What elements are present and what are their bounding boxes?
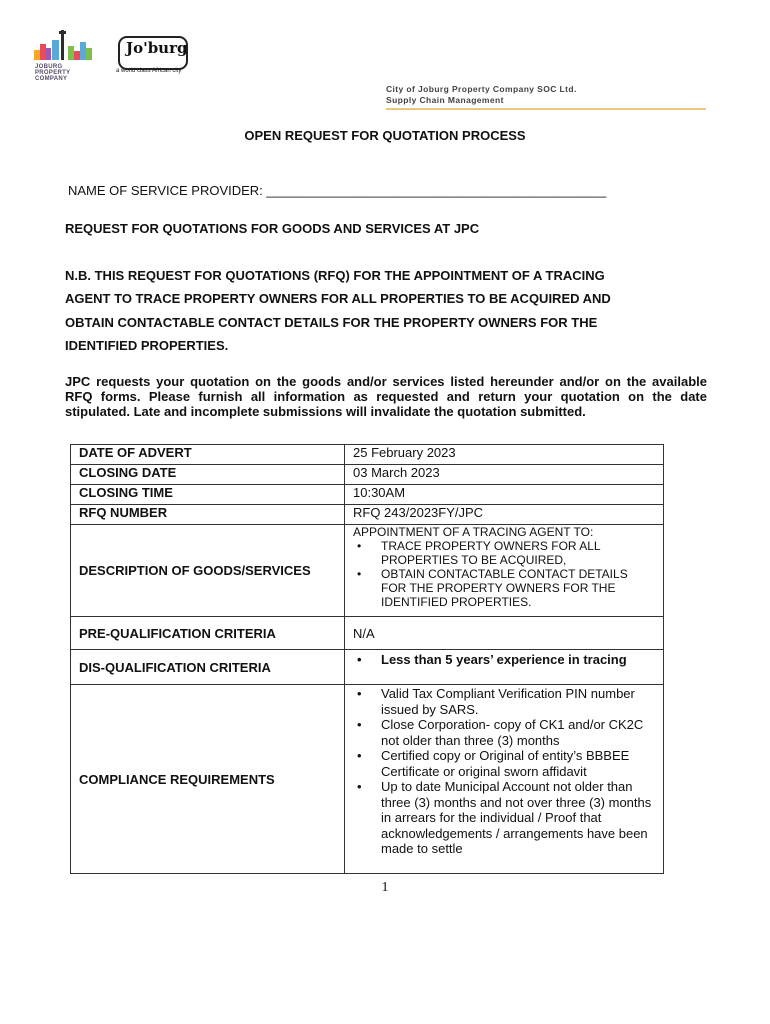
- intro-paragraph: JPC requests your quotation on the goods and/or services listed hereunder and/or on the available RFQ forms. Please furnish all information as requested and return your quotation on the date stipulated. Late and incomplete submissions will invalidate the quotation submitted.: [65, 374, 707, 419]
- document-title: OPEN REQUEST FOR QUOTATION PROCESS: [244, 128, 526, 143]
- table-row: [71, 505, 664, 525]
- org-department: Supply Chain Management: [386, 95, 504, 105]
- closing-date-value: 03 March 2023: [345, 465, 664, 485]
- rfq-details-table: [70, 444, 664, 874]
- list-item: • Less than 5 years’ experience in tracing: [381, 652, 655, 668]
- list-item: • Up to date Municipal Account not older than three (3) months and not over three (3) months in arrears for the individual / Proof that acknowledgements / arrangements have been made to settle: [381, 779, 655, 857]
- date-of-advert-value: 25 February 2023: [345, 445, 664, 465]
- description-label: DESCRIPTION OF GOODS/SERVICES: [71, 525, 345, 617]
- header-divider: [386, 108, 706, 110]
- list-item: • Certified copy or Original of entity’s BBBEE Certificate or original sworn affidavit: [381, 748, 655, 779]
- nb-line: N.B. THIS REQUEST FOR QUOTATIONS (RFQ) FOR THE APPOINTMENT OF A TRACING: [65, 268, 605, 283]
- description-value: [345, 525, 664, 617]
- org-header: [386, 84, 577, 106]
- closing-time-label: CLOSING TIME: [71, 485, 345, 505]
- nb-line: OBTAIN CONTACTABLE CONTACT DETAILS FOR THE PROPERTY OWNERS FOR THE: [65, 314, 598, 330]
- disqualification-list: [353, 650, 655, 668]
- compliance-label: COMPLIANCE REQUIREMENTS: [71, 685, 345, 874]
- closing-date-label: CLOSING DATE: [71, 465, 345, 485]
- disqualification-value: [345, 650, 664, 685]
- nb-line: AGENT TO TRACE PROPERTY OWNERS FOR ALL PROPERTIES TO BE ACQUIRED AND: [65, 291, 611, 307]
- rfq-number-label: RFQ NUMBER: [71, 505, 345, 525]
- description-intro: APPOINTMENT OF A TRACING AGENT TO:: [353, 525, 594, 539]
- table-row: [71, 465, 664, 485]
- compliance-list: [353, 685, 655, 857]
- table-row: [71, 525, 664, 617]
- joburg-logo: [116, 36, 198, 78]
- service-provider-field: NAME OF SERVICE PROVIDER: _______________________________________________: [68, 183, 607, 198]
- list-item: • Close Corporation- copy of CK1 and/or CK2C not older than three (3) months: [381, 717, 655, 748]
- list-item: • Valid Tax Compliant Verification PIN number issued by SARS.: [381, 686, 655, 717]
- rfq-heading: REQUEST FOR QUOTATIONS FOR GOODS AND SERVICES AT JPC: [65, 221, 480, 236]
- page-number: 1: [381, 880, 389, 895]
- compliance-value: [345, 685, 664, 874]
- date-of-advert-label: DATE OF ADVERT: [71, 445, 345, 465]
- description-list: [353, 539, 655, 609]
- prequalification-label: PRE-QUALIFICATION CRITERIA: [71, 617, 345, 650]
- nb-notice: [65, 264, 715, 357]
- table-row: [71, 685, 664, 874]
- joburg-tagline: a world class African city: [116, 68, 182, 74]
- org-name: City of Joburg Property Company SOC Ltd.: [386, 84, 577, 94]
- disqualification-label: DIS-QUALIFICATION CRITERIA: [71, 650, 345, 685]
- list-item: • TRACE PROPERTY OWNERS FOR ALL PROPERTIES TO BE ACQUIRED,: [381, 539, 655, 567]
- table-row: [71, 485, 664, 505]
- nb-line: IDENTIFIED PROPERTIES.: [65, 337, 229, 353]
- table-row: [71, 617, 664, 650]
- list-item: • OBTAIN CONTACTABLE CONTACT DETAILS FOR THE PROPERTY OWNERS FOR THE IDENTIFIED PROPERTIES.: [381, 567, 655, 609]
- table-row: [71, 445, 664, 465]
- table-row: [71, 650, 664, 685]
- closing-time-value: 10:30AM: [345, 485, 664, 505]
- rfq-number-value: RFQ 243/2023FY/JPC: [345, 505, 664, 525]
- joburg-logo-word: Jo'burg: [126, 39, 188, 57]
- jpc-logo-text: JOBURG PROPERTY COMPANY: [35, 64, 71, 82]
- prequalification-value: N/A: [345, 617, 664, 650]
- jpc-logo: [28, 22, 102, 82]
